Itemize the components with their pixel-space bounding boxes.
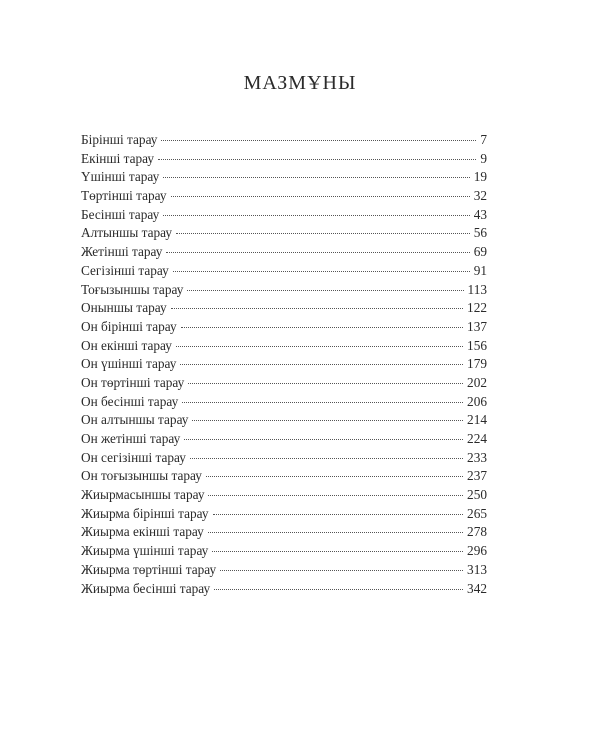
dot-leader — [220, 569, 463, 571]
toc-entry — [81, 561, 487, 580]
dot-leader — [180, 363, 463, 365]
toc-entry-page-number: 56 — [473, 225, 487, 241]
toc-entry-label: Жиырма төртінші тарау — [81, 561, 217, 577]
dot-leader — [188, 382, 463, 384]
dot-leader — [184, 438, 463, 440]
toc-entry-page-number: 7 — [480, 132, 487, 147]
toc-entry — [81, 281, 487, 300]
toc-entry-label: Он жетінші тарау — [81, 431, 181, 446]
toc-entry-label: Он екінші тарау — [81, 337, 172, 353]
toc-entry-label: Алтыншы тарау — [81, 225, 172, 241]
toc-entry — [81, 505, 487, 524]
toc-entry-label: Жиырма үшінші тарау — [81, 543, 209, 559]
toc-entry-page-number: 113 — [467, 281, 487, 297]
toc-entry-page-number: 179 — [467, 356, 487, 372]
dot-leader — [182, 401, 463, 403]
toc-entry — [81, 430, 487, 449]
dot-leader — [208, 531, 463, 533]
toc-entry-label: Сегізінші тарау — [81, 262, 169, 278]
toc-entry-page-number: 9 — [480, 150, 487, 166]
toc-entry-page-number: 265 — [467, 505, 487, 521]
toc-entry-label: Он сегізінші тарау — [81, 449, 186, 465]
toc-entry-label: Он бесінші тарау — [81, 393, 179, 409]
toc-entry-page-number: 296 — [467, 543, 487, 559]
toc-entry-page-number: 214 — [467, 412, 487, 428]
toc-entry — [81, 224, 487, 243]
toc-entry-page-number: 237 — [467, 468, 487, 484]
toc-entry-page-number: 233 — [467, 449, 487, 465]
toc-entry — [81, 411, 487, 430]
toc-entry-label: Он төртінші тарау — [81, 374, 185, 390]
toc-entry-page-number: 137 — [467, 318, 487, 334]
toc-entry-label: Жиырмасыншы тарау — [81, 487, 205, 503]
toc-entry-page-number: 69 — [473, 244, 487, 260]
dot-leader — [187, 289, 463, 291]
toc-entry — [81, 542, 487, 561]
toc-entry-label: Үшінші тарау — [81, 169, 160, 185]
toc-entry — [81, 318, 487, 337]
dot-leader — [190, 457, 463, 459]
toc-entry-page-number: 342 — [467, 580, 487, 596]
dot-leader — [163, 214, 469, 216]
toc-entry — [81, 187, 487, 206]
toc-entry-label: Жиырма екінші тарау — [81, 524, 204, 540]
toc-entry — [81, 355, 487, 374]
dot-leader — [214, 588, 463, 590]
toc-entry — [81, 299, 487, 318]
page-title: МАЗМҰНЫ — [243, 72, 357, 94]
toc-entry — [81, 262, 487, 281]
dot-leader — [163, 176, 469, 178]
dot-leader — [166, 251, 469, 253]
toc-entry — [81, 337, 487, 356]
dot-leader — [173, 270, 470, 272]
toc-entry-page-number: 156 — [467, 337, 487, 353]
dot-leader — [158, 158, 476, 160]
dot-leader — [213, 513, 464, 515]
dot-leader — [176, 345, 463, 347]
toc-entry-page-number: 19 — [473, 169, 487, 185]
toc-entry — [81, 243, 487, 262]
toc-entry-page-number: 91 — [473, 262, 487, 278]
toc-entry-label: Төртінші тарау — [81, 188, 167, 204]
toc-entry-page-number: 206 — [467, 393, 487, 409]
toc-entry — [81, 131, 487, 150]
dot-leader — [192, 419, 463, 421]
toc-entry-page-number: 43 — [473, 206, 487, 222]
toc-entry-label: Оныншы тарау — [81, 300, 167, 316]
toc-entry — [81, 580, 487, 599]
toc-entry-label: Он тоғызыншы тарау — [81, 468, 202, 484]
toc-entry-label: Он бірінші тарау — [81, 318, 177, 334]
toc-entry-label: Он үшінші тарау — [81, 356, 177, 372]
toc-entry — [81, 374, 487, 393]
toc-entry-label: Он алтыншы тарау — [81, 412, 189, 428]
toc-entry-page-number: 250 — [467, 487, 487, 503]
toc-entry-label: Бесінші тарау — [81, 206, 160, 222]
dot-leader — [208, 494, 463, 496]
dot-leader — [171, 195, 470, 197]
toc-entry-label: Жиырма бесінші тарау — [81, 580, 211, 596]
toc-entry — [81, 168, 487, 187]
dot-leader — [176, 232, 470, 234]
toc-entry-page-number: 313 — [467, 561, 487, 577]
toc-entry-page-number: 278 — [467, 524, 487, 540]
toc-entry — [81, 523, 487, 542]
toc-entry-page-number: 122 — [467, 300, 487, 316]
table-of-contents — [81, 131, 487, 598]
dot-leader — [161, 139, 476, 141]
toc-entry-page-number: 224 — [467, 431, 487, 446]
toc-entry-page-number: 32 — [473, 188, 487, 204]
toc-entry — [81, 206, 487, 225]
toc-entry — [81, 393, 487, 412]
toc-entry — [81, 150, 487, 169]
toc-entry — [81, 449, 487, 468]
dot-leader — [171, 307, 463, 309]
toc-entry-page-number: 202 — [467, 374, 487, 390]
dot-leader — [206, 475, 463, 477]
toc-entry-label: Жиырма бірінші тарау — [81, 505, 209, 521]
toc-entry-label: Бірінші тарау — [81, 132, 158, 147]
dot-leader — [212, 550, 463, 552]
toc-entry — [81, 467, 487, 486]
toc-entry-label: Екінші тарау — [81, 150, 155, 166]
toc-entry-label: Жетінші тарау — [81, 244, 163, 260]
toc-entry — [81, 486, 487, 505]
dot-leader — [181, 326, 463, 328]
toc-entry-label: Тоғызыншы тарау — [81, 281, 184, 297]
